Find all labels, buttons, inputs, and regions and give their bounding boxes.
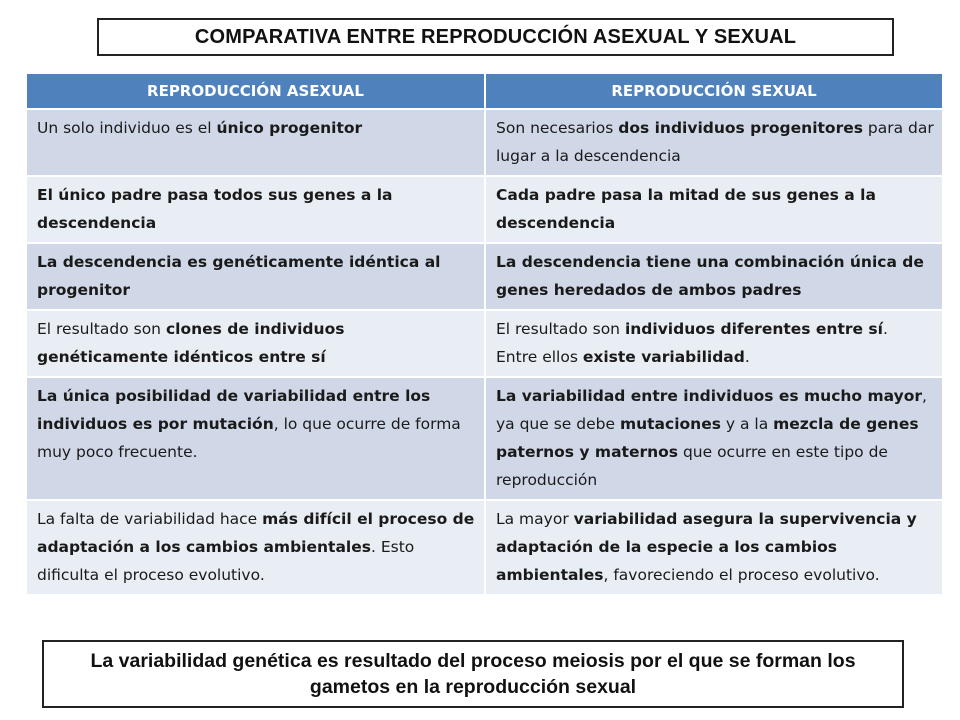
- cell-text: El resultado son: [37, 320, 166, 338]
- cell-text: Son necesarios: [496, 119, 619, 137]
- table-row: [27, 243, 942, 310]
- cell-text: , lo que ocurre de forma muy poco frecuente.: [37, 415, 461, 461]
- cell-asexual: [27, 176, 485, 243]
- header-asexual: REPRODUCCIÓN ASEXUAL: [27, 74, 485, 109]
- bold-text: existe variabilidad: [582, 348, 745, 366]
- cell-text: .: [744, 348, 750, 366]
- table-row: [27, 176, 942, 243]
- table-row: [27, 109, 942, 176]
- cell-text: para dar lugar a la descendencia: [496, 119, 934, 165]
- bold-text: clones de individuos genéticamente idénticos entre sí: [37, 320, 345, 366]
- table-row: [27, 310, 942, 377]
- cell-text: , ya que se debe: [496, 387, 927, 433]
- table-body: [27, 109, 942, 594]
- cell-text: , favoreciendo el proceso evolutivo.: [603, 566, 880, 584]
- cell-sexual: [485, 176, 942, 243]
- cell-asexual: [27, 109, 485, 176]
- bold-text: mutaciones: [619, 415, 721, 433]
- cell-text: que ocurre en este tipo de reproducción: [496, 443, 888, 489]
- footer-note: La variabilidad genética es resultado del proceso meiosis por el que se forman los gametos en la reproducción sexual: [42, 640, 904, 708]
- bold-text: mezcla de genes paternos y maternos: [496, 415, 919, 461]
- bold-text: más difícil el proceso de adaptación a los cambios ambientales: [37, 510, 475, 556]
- table-row: [27, 500, 942, 594]
- cell-text: . Entre ellos: [496, 320, 888, 366]
- bold-text: dos individuos progenitores: [618, 119, 863, 137]
- bold-text: único progenitor: [216, 119, 363, 137]
- cell-text: La mayor: [496, 510, 574, 528]
- cell-asexual: [27, 243, 485, 310]
- cell-asexual: [27, 500, 485, 594]
- cell-sexual: [485, 109, 942, 176]
- cell-text: La falta de variabilidad hace: [37, 510, 263, 528]
- cell-text: El resultado son: [496, 320, 625, 338]
- cell-asexual: [27, 377, 485, 500]
- page-title: COMPARATIVA ENTRE REPRODUCCIÓN ASEXUAL Y SEXUAL: [97, 18, 894, 56]
- table-header-row: [27, 74, 942, 109]
- bold-text: individuos diferentes entre sí: [624, 320, 883, 338]
- cell-text: . Esto dificulta el proceso evolutivo.: [37, 538, 415, 584]
- bold-text: La única posibilidad de variabilidad entre los individuos es por mutación: [37, 387, 431, 433]
- header-sexual: REPRODUCCIÓN SEXUAL: [485, 74, 942, 109]
- bold-text: La variabilidad entre individuos es mucho mayor: [496, 387, 922, 405]
- cell-text: Un solo individuo es el: [37, 119, 217, 137]
- bold-text: variabilidad asegura la supervivencia y adaptación de la especie a los cambios ambientales: [496, 510, 917, 584]
- bold-text: Cada padre pasa la mitad de sus genes a la descendencia: [496, 186, 876, 232]
- cell-sexual: [485, 243, 942, 310]
- cell-sexual: [485, 500, 942, 594]
- bold-text: La descendencia tiene una combinación única de genes heredados de ambos padres: [496, 253, 924, 299]
- comparison-table: [27, 74, 942, 594]
- bold-text: La descendencia es genéticamente idéntica al progenitor: [37, 253, 441, 299]
- cell-sexual: [485, 310, 942, 377]
- cell-sexual: [485, 377, 942, 500]
- table-row: [27, 377, 942, 500]
- cell-text: y a la: [720, 415, 774, 433]
- bold-text: El único padre pasa todos sus genes a la descendencia: [37, 186, 393, 232]
- cell-asexual: [27, 310, 485, 377]
